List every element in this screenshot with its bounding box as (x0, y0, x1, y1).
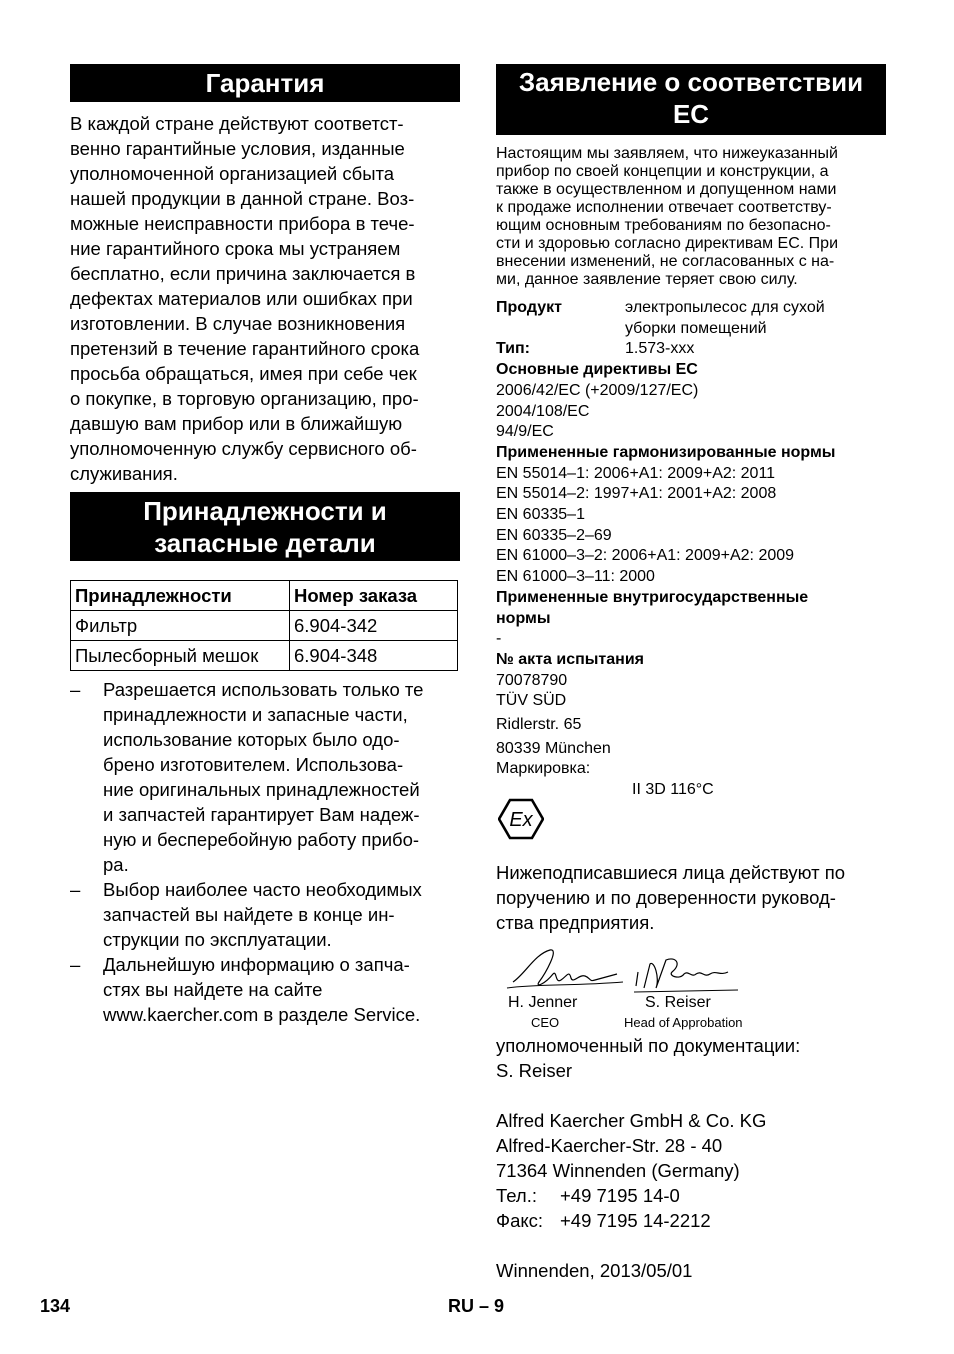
table-row (71, 641, 458, 671)
company-phone (496, 1183, 886, 1208)
list-item-line: www.kaercher.com в разделе Service. (103, 1004, 421, 1025)
ex-icon (498, 798, 544, 840)
warranty-text-line: служивания. (70, 463, 178, 484)
signer2-name: S. Reiser (645, 994, 711, 1011)
test-number: 70078790 (496, 671, 568, 689)
accessories-notes (70, 677, 460, 1027)
ex-mark-text: Ex (509, 809, 533, 831)
list-item-line: ра. (103, 854, 129, 875)
table-header-cell: Номер заказа (290, 581, 458, 611)
list-item-line: принадлежности и запасные части, (103, 704, 408, 725)
declaration-intro-line: Настоящим мы заявляем, что нижеуказанный (496, 145, 838, 162)
bullet-dash: – (70, 954, 81, 975)
signers-text-line: ства предприятия. (496, 912, 655, 933)
phone-label: Тел.: (496, 1185, 538, 1206)
list-item-line: брено изготовителем. Использова- (103, 754, 404, 775)
warranty-text (70, 111, 460, 486)
declaration-intro-line: прибор по своей концепции и конструкции, а (496, 163, 829, 180)
list-item-line: ную и бесперебойную работу прибо- (103, 829, 420, 850)
warranty-text-line: уполномоченную службу сервисного об- (70, 438, 417, 459)
directives-label: Основные директивы ЕС (496, 361, 698, 379)
warranty-text-line: о покупке, в торговую организацию, про- (70, 388, 419, 409)
accessories-table-wrap (70, 580, 460, 671)
doc-authorized-label: уполномоченный по документации: (496, 1035, 801, 1056)
test-label: № акта испытания (496, 650, 644, 668)
table-header-cell: Принадлежности (71, 581, 290, 611)
product-value (625, 298, 825, 339)
list-item-line: использование которых было одо- (103, 729, 400, 750)
accessories-table (70, 580, 458, 671)
table-cell: 6.904-348 (290, 641, 458, 671)
product-value-line: электропылесос для сухой (625, 299, 825, 316)
company-city: 71364 Winnenden (Germany) (496, 1160, 740, 1181)
warranty-text-line: ние гарантийного срока мы устраняем (70, 238, 401, 259)
declaration-details (496, 298, 886, 801)
signature-reiser-image (632, 950, 742, 996)
bullet-dash: – (70, 679, 81, 700)
declaration-intro-line: ми, данное заявление теряет свою силу. (496, 271, 798, 288)
page-number: 134 (40, 1296, 71, 1316)
directive-item: 2006/42/EC (+2009/127/EC) (496, 381, 699, 399)
doc-authorized (496, 1033, 886, 1083)
declaration-heading-line-2: ЕС (672, 99, 710, 129)
warranty-text-line: В каждой стране действуют соответст- (70, 113, 404, 134)
product-value-line: уборки помещений (625, 319, 767, 337)
warranty-heading: Гарантия (70, 64, 460, 102)
signers-text-line: поручению и по доверенности руковод- (496, 887, 836, 908)
signer1-role: CEO (531, 1015, 560, 1030)
fax-label: Факс: (496, 1210, 544, 1231)
bullet-dash: – (70, 879, 81, 900)
company-street: Alfred-Kaercher-Str. 28 - 40 (496, 1135, 723, 1156)
list-item-line: струкции по эксплуатации. (103, 929, 332, 950)
warranty-text-line: изготовлении. В случае возникновения (70, 313, 406, 334)
doc-authorized-name: S. Reiser (496, 1060, 573, 1081)
norm-item: EN 60335–1 (496, 506, 585, 524)
product-row (496, 298, 886, 339)
signer2-role: Head of Approbation (624, 1015, 743, 1030)
signer1-name: H. Jenner (508, 994, 578, 1011)
declaration-heading (496, 64, 886, 135)
directive-item: 2004/108/EC (496, 402, 590, 420)
marking-value: II 3D 116°C (632, 781, 714, 799)
signature-jenner-image (505, 944, 625, 996)
warranty-text-line: просьба обращаться, имея при себе чек (70, 363, 417, 384)
table-cell: Пылесборный мешок (71, 641, 290, 671)
test-org: TÜV SÜD (496, 692, 567, 710)
marking-label: Маркировка: (496, 760, 591, 778)
national-label-line: нормы (496, 609, 551, 627)
warranty-text-line: дефектах материалов или ошибках при (70, 288, 413, 309)
declaration-intro (496, 145, 886, 289)
company-fax (496, 1208, 886, 1233)
bullet-list (70, 677, 460, 1027)
harmonized-label: Примененные гармонизированные нормы (496, 443, 836, 461)
product-label: Продукт (496, 299, 562, 316)
norm-item: EN 55014–2: 1997+A1: 2001+A2: 2008 (496, 485, 777, 503)
declaration-intro-line: также в осуществленном и допущенном нами (496, 181, 837, 198)
accessories-heading (70, 492, 460, 561)
declaration-intro-line: ющим основным требованиям по безопасно- (496, 217, 831, 234)
list-item-line: и запчастей гарантирует Вам надеж- (103, 804, 420, 825)
type-value: 1.573-xxx (625, 340, 695, 358)
declaration-intro-line: к продаже исполнении отвечает соответству- (496, 199, 832, 216)
fax-value: +49 7195 14-2212 (560, 1210, 711, 1231)
warranty-text-line: давшую вам прибор или в ближайшую (70, 413, 403, 434)
norm-item: EN 55014–1: 2006+A1: 2009+A2: 2011 (496, 464, 776, 482)
table-cell: Фильтр (71, 611, 290, 641)
place-date: Winnenden, 2013/05/01 (496, 1260, 693, 1281)
warranty-text-line: уполномоченной организацией сбыта (70, 163, 395, 184)
list-item (70, 677, 460, 877)
list-item (70, 877, 460, 952)
national-label (496, 588, 886, 629)
table-cell: 6.904-342 (290, 611, 458, 641)
company-address (496, 1108, 886, 1233)
list-item-line: ние оригинальных принадлежностей (103, 779, 420, 800)
norm-item: EN 61000–3–11: 2000 (496, 568, 655, 586)
list-item-line: запчастей вы найдете в конце ин- (103, 904, 395, 925)
national-label-line: Примененные внутригосударственные (496, 588, 809, 606)
test-city: 80339 München (496, 739, 611, 757)
signers-text-line: Нижеподписавшиеся лица действуют по (496, 862, 845, 883)
type-row (496, 339, 886, 360)
phone-value: +49 7195 14-0 (560, 1185, 680, 1206)
accessories-heading-line-1: Принадлежности и (143, 496, 387, 526)
national-value: - (496, 630, 502, 648)
norm-item: EN 61000–3–2: 2006+A1: 2009+A2: 2009 (496, 547, 795, 565)
warranty-text-line: бесплатно, если причина заключается в (70, 263, 416, 284)
norm-item: EN 60335–2–69 (496, 526, 612, 544)
signers-text (496, 860, 886, 935)
table-header-row (71, 581, 458, 611)
declaration-intro-line: сти и здоровью согласно директивам ЕС. При (496, 235, 838, 252)
type-label: Тип: (496, 340, 530, 358)
declaration-heading-line-1: Заявление о соответствии (518, 67, 864, 97)
warranty-text-line: венно гарантийные условия, изданные (70, 138, 405, 159)
test-street: Ridlerstr. 65 (496, 716, 582, 734)
accessories-heading-line-2: запасные детали (154, 528, 376, 558)
warranty-text-line: нашей продукции в данной стране. Воз- (70, 188, 415, 209)
company-name: Alfred Kaercher GmbH & Co. KG (496, 1110, 767, 1131)
table-row (71, 611, 458, 641)
declaration-intro-line: внесении изменений, не согласованных с на- (496, 253, 835, 270)
directive-item: 94/9/EC (496, 423, 554, 441)
list-item-line: Выбор наиболее часто необходимых (103, 879, 422, 900)
list-item-line: Дальнейшую информацию о запча- (103, 954, 410, 975)
warranty-text-line: претензий в течение гарантийного срока (70, 338, 420, 359)
section-label: RU – 9 (448, 1296, 505, 1316)
warranty-text-line: можные неисправности прибора в тече- (70, 213, 415, 234)
list-item (70, 952, 460, 1027)
list-item-line: Разрешается использовать только те (103, 679, 424, 700)
list-item-line: стях вы найдете на сайте (103, 979, 323, 1000)
